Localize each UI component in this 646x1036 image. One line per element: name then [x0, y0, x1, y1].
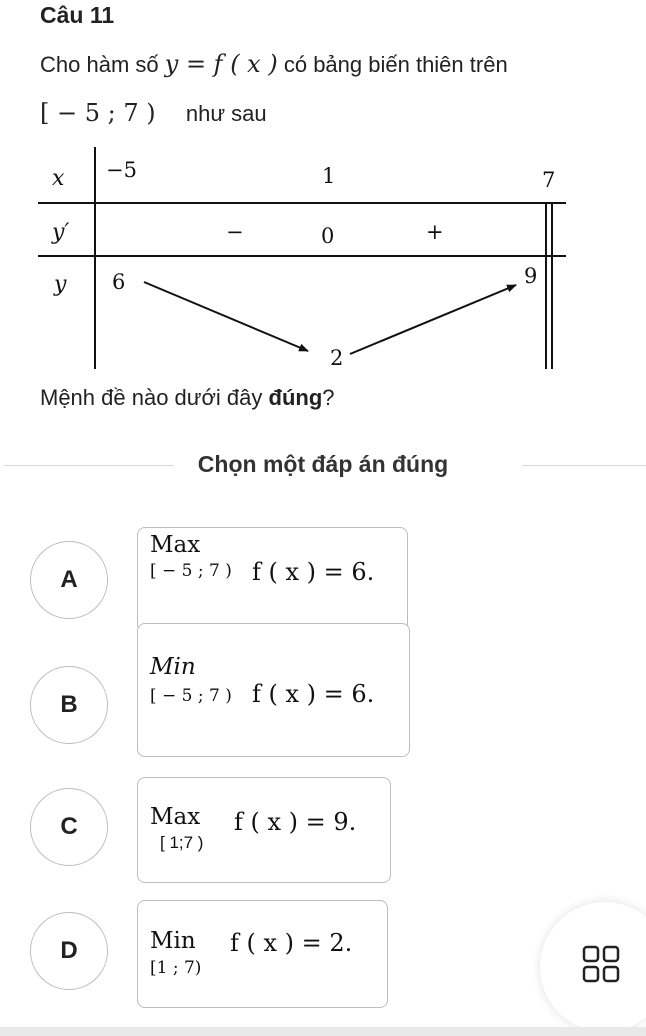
- option-d-operator: Min: [150, 928, 196, 954]
- question-prefix: Cho hàm số: [40, 52, 159, 77]
- option-a-button[interactable]: [30, 541, 108, 619]
- option-c-card[interactable]: [137, 777, 391, 883]
- option-c-operator: Max: [150, 804, 201, 830]
- y-prime-sign-minus: −: [226, 220, 244, 244]
- prompt-question-mark: ?: [322, 385, 335, 410]
- option-a-card[interactable]: [137, 527, 408, 633]
- option-b-button[interactable]: [30, 666, 108, 744]
- question-title: Câu 11: [40, 2, 115, 28]
- function-notation: y = f ( x ): [164, 50, 278, 78]
- option-d-domain: [1 ; 7): [150, 958, 202, 978]
- option-b-domain: [ − 5 ; 7 ): [150, 686, 232, 706]
- decreasing-arrow: [144, 282, 308, 351]
- option-b-card[interactable]: [137, 623, 410, 757]
- option-c-expression: f ( x ) = 9.: [234, 808, 357, 836]
- row-label-y-prime: y′: [52, 220, 70, 245]
- bottom-bar: [0, 1027, 646, 1036]
- grid-icon: [582, 945, 620, 983]
- option-c-letter: C: [60, 813, 78, 840]
- option-a-letter: A: [60, 566, 78, 593]
- x-value-end: 7: [542, 168, 556, 192]
- prompt-text: Mệnh đề nào dưới đây: [40, 385, 263, 410]
- question-line2-suffix: như sau: [185, 101, 267, 126]
- option-d-card[interactable]: [137, 900, 388, 1008]
- row-label-x: x: [52, 166, 65, 191]
- option-a-operator: Max: [150, 532, 201, 558]
- y-prime-sign-plus: +: [426, 220, 444, 244]
- question-text-line2: [40, 99, 267, 127]
- y-value-start: 6: [112, 270, 126, 294]
- option-b-letter: B: [60, 691, 78, 718]
- option-a-expression: f ( x ) = 6.: [252, 558, 375, 586]
- interval-notation: [ − 5 ; 7 ): [40, 99, 156, 127]
- question-text-line1: [40, 50, 508, 78]
- choose-answer-label: Chọn một đáp án đúng: [197, 451, 449, 477]
- option-d-expression: f ( x ) = 2.: [230, 929, 353, 957]
- option-d-letter: D: [60, 937, 78, 964]
- y-value-end: 9: [524, 264, 538, 288]
- x-value-start: −5: [106, 158, 137, 182]
- question-prompt: [40, 385, 335, 411]
- option-d-button[interactable]: [30, 912, 108, 990]
- option-b-operator: Min: [150, 654, 196, 680]
- y-prime-zero: 0: [321, 224, 335, 248]
- grid-menu-button[interactable]: [540, 902, 646, 1032]
- option-c-button[interactable]: [30, 788, 108, 866]
- row-label-y: y: [54, 272, 67, 297]
- option-b-expression: f ( x ) = 6.: [252, 680, 375, 708]
- prompt-emphasis: đúng: [268, 385, 323, 410]
- question-suffix: có bảng biến thiên trên: [283, 52, 508, 77]
- y-value-minimum: 2: [330, 346, 344, 370]
- option-a-domain: [ − 5 ; 7 ): [150, 561, 232, 581]
- variation-table: [38, 143, 578, 375]
- increasing-arrow: [350, 285, 516, 354]
- x-value-middle: 1: [322, 164, 336, 188]
- option-c-domain: [ 1;7 ): [160, 833, 204, 852]
